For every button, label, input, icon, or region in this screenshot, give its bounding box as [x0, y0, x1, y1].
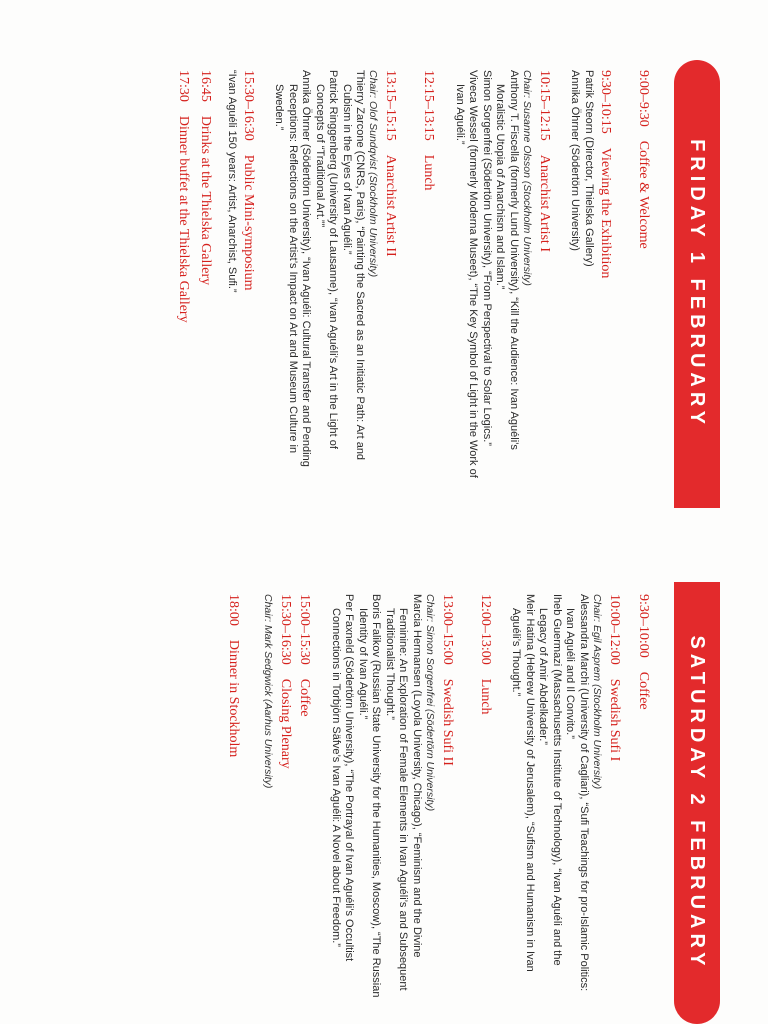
- talk-item: Simon Sorgenfrei (Södertörn University), “From Perspectival to Solar Logics.”: [481, 70, 493, 446]
- session-heading: [421, 70, 438, 490]
- session-chair: [367, 70, 381, 490]
- session-block: [262, 594, 295, 1004]
- talk-item: Patrik Steorn (Director, Thielska Gallery): [583, 70, 595, 267]
- session-heading: [198, 70, 215, 490]
- session-time: 13:00–15:00: [440, 594, 455, 665]
- session-heading: [278, 594, 295, 1004]
- chair-label: Chair:: [262, 594, 275, 623]
- saturday-schedule: [224, 594, 653, 1004]
- saturday-header: SATURDAY 2 FEBRUARY: [674, 582, 720, 1024]
- session-title: Closing Plenary: [278, 678, 294, 769]
- session-block: [176, 70, 193, 490]
- session-title: Anarchist Artist I: [537, 154, 552, 252]
- talk-item: Alessandra Marchi (University of Cagliari), “Sufi Teachings for pro-Islamic Politics: Ivan Aguéli and Il Convito.”: [564, 594, 590, 992]
- session-title: Coffee: [636, 671, 651, 710]
- session-heading: [635, 594, 652, 1004]
- session-heading: [240, 70, 257, 490]
- session-block: [421, 70, 438, 490]
- session-time: 16:45: [198, 70, 214, 102]
- talk-item: Per Faxneld (Södertörn University), “The Portrayal of Ivan Aguéli’s Occultist Connections in Torbjörn Säfve’s Ivan Aguéli: A Novel about Freedom.”: [330, 594, 356, 962]
- session-title: Swedish Sufi I: [607, 678, 622, 762]
- session-time: 12:15–13:15: [421, 70, 437, 141]
- chair-name: Mark Sedgwick (Aarhus University): [262, 624, 275, 789]
- session-time: 13:15–15:15: [383, 70, 399, 141]
- session-chair: [590, 594, 604, 1004]
- session-time: 10:00–12:00: [607, 594, 622, 665]
- talk-item: “Ivan Aguéli 150 years: Artist, Anarchist, Sufi.”: [226, 70, 238, 293]
- session-time: 15:00–15:30: [297, 594, 313, 665]
- session-title: Dinner buffet at the Thielska Gallery: [176, 115, 192, 323]
- session-heading: [597, 70, 614, 490]
- chair-label: Chair:: [424, 594, 436, 623]
- session-heading: [383, 70, 400, 490]
- session-block: [198, 70, 215, 490]
- session-block: [635, 594, 652, 1004]
- session-block: [568, 70, 614, 490]
- session-heading: [226, 594, 243, 1004]
- session-heading: [635, 70, 652, 490]
- session-block: [453, 70, 554, 490]
- session-block: [297, 594, 314, 1004]
- chair-name: Olof Sundqvist (Stockholm University): [367, 100, 380, 278]
- session-title: Dinner in Stockholm: [226, 639, 242, 758]
- session-chair: [520, 70, 534, 490]
- talk-item: Viveca Wessel (formerly Moderna Museet), “The Key Symbol of Light in the Work of Ivan Aguéli.”: [454, 70, 480, 478]
- friday-schedule: [174, 70, 653, 490]
- session-title: Public Mini-symposium: [241, 154, 256, 291]
- session-block: [225, 70, 258, 490]
- session-title: Lunch: [421, 154, 437, 191]
- chair-name: Simon Sorgenfrei (Södertörn University): [424, 624, 436, 812]
- talk-item: Marcia Hermansen (Loyola University, Chicago), “Feminism and the Divine Feminine: An Exploration of Female Elements in Ivan Aguéli’s and Subsequent Traditionalist Thought.”: [384, 594, 423, 991]
- session-chair: [262, 594, 276, 1004]
- session-heading: [439, 594, 456, 1004]
- session-title: Drinks at the Thielska Gallery: [198, 115, 214, 286]
- session-time: 9:30–10:00: [636, 594, 651, 658]
- session-time: 15:30–16:30: [241, 70, 256, 141]
- session-block: [226, 594, 243, 1004]
- session-time: 9:30–10:15: [598, 70, 613, 134]
- talk-item: Annika Öhrner (Södertörn University), “Ivan Aguéli: Cultural Transfer and Pending Receptions: Reflections on the Artist’s Impact on Art and Museum Culture in Sweden.”: [273, 70, 313, 467]
- talk-item: Iheb Guermazi (Massachusetts Institute of Technology), “Ivan Aguéli and the Legacy of Amir Abdelkader.”: [537, 594, 563, 966]
- chair-label: Chair:: [367, 70, 380, 99]
- session-chair: [423, 594, 437, 1004]
- friday-header: FRIDAY 1 FEBRUARY: [674, 60, 720, 508]
- talk-item: Patrick Ringgenberg (University of Lausanne), “Ivan Aguéli’s Art in the Light of Concepts of “Traditional Art.””: [314, 70, 340, 449]
- talk-item: Annika Öhrner (Södertörn University): [569, 70, 582, 251]
- session-title: Coffee & Welcome: [636, 140, 651, 249]
- chair-label: Chair:: [521, 70, 533, 99]
- session-title: Swedish Sufi II: [440, 678, 455, 766]
- session-heading: [606, 594, 623, 1004]
- session-block: [272, 70, 400, 490]
- session-block: [477, 594, 494, 1004]
- session-time: 10:15–12:15: [537, 70, 552, 141]
- session-heading: [477, 594, 494, 1004]
- session-block: [509, 594, 623, 1004]
- session-time: 15:30–16:30: [278, 594, 294, 665]
- session-block: [329, 594, 457, 1004]
- session-time: 17:30: [176, 70, 192, 102]
- session-time: 9:00–9:30: [636, 70, 651, 127]
- saturday-column: [0, 512, 768, 1024]
- talk-item: Anthony T. Fiscella (formerly Lund University), “Kill the Audience: Ivan Aguéli’s Moralistic Utopia of Anarchism and Islam.”: [494, 70, 520, 450]
- session-heading: [536, 70, 553, 490]
- chair-name: Egil Asprem (Stockholm University): [591, 624, 603, 790]
- session-title: Viewing the Exhibition: [598, 147, 613, 279]
- chair-name: Susanne Olsson (Stockholm University): [521, 100, 533, 286]
- session-heading: [297, 594, 314, 1004]
- session-title: Anarchist Artist II: [383, 154, 399, 257]
- chair-label: Chair:: [591, 594, 603, 623]
- session-time: 18:00: [226, 594, 242, 626]
- session-block: [635, 70, 652, 490]
- session-heading: [176, 70, 193, 490]
- session-title: Coffee: [297, 678, 313, 717]
- talk-item: Boris Falikov (Russian State University for the Humanities, Moscow), “The Russian Identity of Ivan Aguéli.”: [357, 594, 383, 998]
- session-time: 12:00–13:00: [478, 594, 493, 665]
- session-title: Lunch: [478, 678, 493, 715]
- talk-item: Meir Hatina (Hebrew University of Jerusalem), “Sufism and Humanism in Ivan Aguéli’s Thought.”: [510, 594, 536, 972]
- talk-item: Thierry Zarcone (CNRS, Paris), “Painting the Sacred as an Initiatic Path: Art and Cubism in the Eyes of Ivan Aguéli.”: [341, 70, 367, 461]
